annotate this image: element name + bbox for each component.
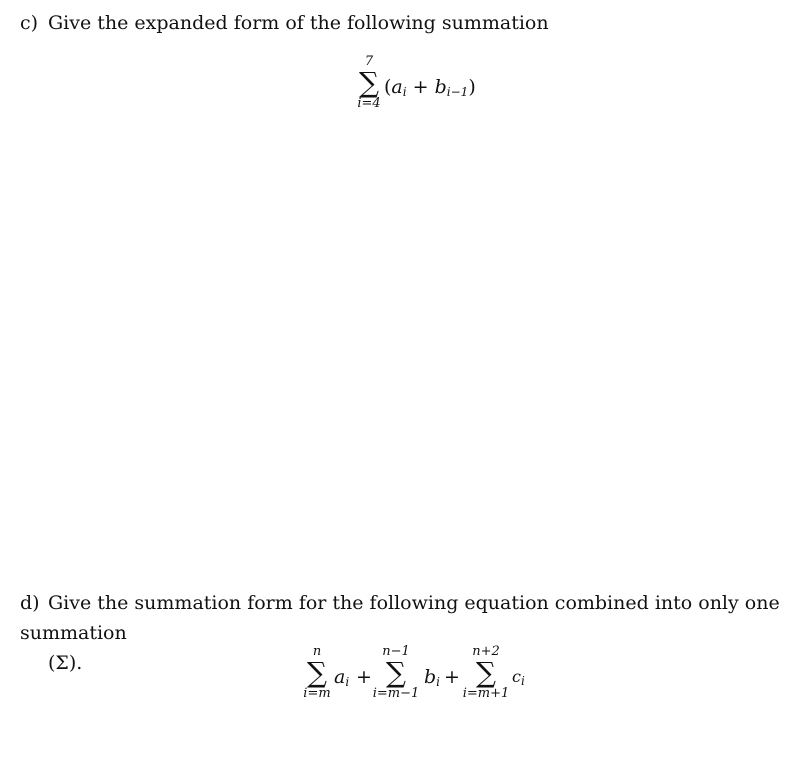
summation-c-sigma-symbol: ∑: [359, 66, 379, 99]
summation-c-b: b: [434, 76, 447, 98]
summation-d-sum1-sub: i: [345, 675, 350, 689]
summation-c-a-sub: i: [402, 85, 407, 99]
summation-d: [290, 645, 550, 715]
summation-c-upper-limit: 7: [364, 54, 374, 69]
summation-d-sum3-sigma-symbol: ∑: [476, 656, 496, 689]
summation-d-sum2-lower-limit: i=m−1: [372, 686, 420, 701]
summation-c-sigma-block: [354, 55, 384, 111]
summation-d-sum2-term: [424, 665, 440, 689]
summation-c: [350, 55, 490, 125]
summation-d-sum1-var: a: [334, 666, 346, 688]
summation-c-a: a: [391, 76, 403, 98]
summation-c-close-paren: ): [468, 76, 476, 98]
summation-d-sum3-upper-limit: n+2: [472, 644, 500, 659]
summation-c-lower-limit: i=4: [357, 96, 381, 111]
summation-d-sum3-term: [512, 665, 525, 689]
question-c-label: c): [20, 12, 39, 34]
summation-d-sum2-var: b: [424, 666, 437, 688]
summation-c-plus: +: [412, 76, 429, 98]
summation-d-plus-1: +: [356, 666, 372, 688]
question-c-text: Give the expanded form of the following summation: [48, 12, 549, 34]
summation-d-sum3-sub: i: [520, 674, 525, 688]
summation-d-sum1-sigma-symbol: ∑: [307, 656, 327, 689]
summation-d-sum2-upper-limit: n−1: [382, 644, 410, 659]
summation-d-sum2-sigma-block: [366, 645, 426, 701]
question-d-text-line2: (Σ).: [48, 652, 83, 674]
question-c: [20, 8, 549, 38]
summation-d-sum3-lower-limit: i=m+1: [462, 686, 510, 701]
summation-c-open-paren: (: [384, 76, 392, 98]
question-d-label: d): [20, 592, 40, 614]
summation-d-sum3-sigma-block: [456, 645, 516, 701]
summation-d-plus-2: +: [444, 666, 460, 688]
summation-d-sum2-sigma-symbol: ∑: [386, 656, 406, 689]
summation-d-sum3-var: c: [512, 667, 521, 686]
summation-d-sum1-lower-limit: i=m: [303, 686, 331, 701]
summation-c-b-sub: i−1: [446, 85, 469, 99]
summation-d-sum1-upper-limit: n: [312, 644, 322, 659]
question-d-text-line1: Give the summation form for the following equation combined into only one summation: [20, 592, 780, 644]
summation-d-sum1-term: [334, 665, 349, 689]
summation-d-sum2-sub: i: [436, 675, 441, 689]
summation-c-term: [384, 75, 476, 99]
